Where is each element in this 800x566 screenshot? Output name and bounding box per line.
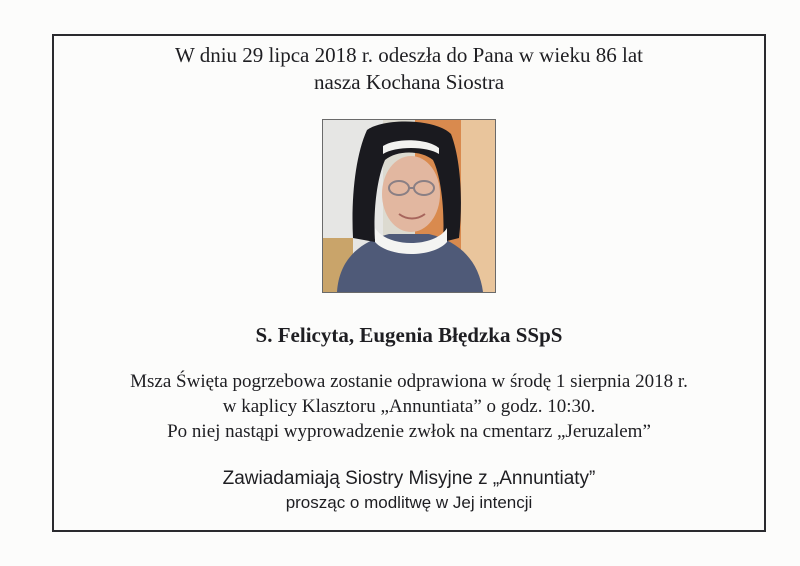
closing-line-1: Zawiadamiają Siostry Misyjne z „Annuntiaty”: [222, 468, 596, 489]
funeral-mass-details: [52, 369, 766, 444]
portrait-illustration: [323, 120, 495, 292]
intro-text: [52, 42, 766, 96]
intro-line-1: W dniu 29 lipca 2018 r. odeszła do Pana w wieku 86 lat: [175, 43, 643, 67]
intro-line-2: nasza Kochana Siostra: [313, 70, 505, 94]
portrait-photo: [322, 119, 496, 293]
mass-line-2: w kaplicy Klasztoru „Annuntiata” o godz. 10:30.: [222, 396, 596, 417]
mass-line-3: Po niej nastąpi wyprowadzenie zwłok na cmentarz „Jeruzalem”: [167, 421, 651, 442]
mass-line-1: Msza Święta pogrzebowa zostanie odprawiona w środę 1 sierpnia 2018 r.: [130, 371, 688, 392]
deceased-name: S. Felicyta, Eugenia Błędzka SSpS: [255, 323, 563, 347]
closing-line-2: prosząc o modlitwę w Jej intencji: [285, 493, 533, 512]
closing-notice: [52, 467, 766, 515]
